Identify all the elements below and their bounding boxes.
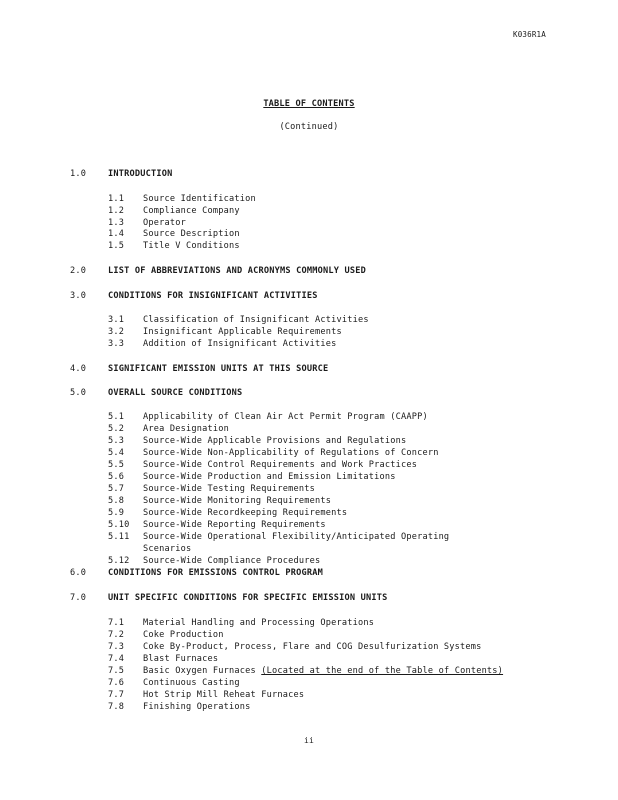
subsection-number: 7.2 xyxy=(108,630,125,640)
toc-entry[interactable]: Applicability of Clean Air Act Permit Program (CAAPP) xyxy=(143,412,428,422)
section-number: 6.0 xyxy=(70,568,87,578)
subsection-number: 7.3 xyxy=(108,642,125,652)
subsection-number: 1.4 xyxy=(108,229,125,239)
toc-entry[interactable]: Source-Wide Operational Flexibility/Anticipated Operating xyxy=(143,532,450,542)
toc-entry[interactable]: Source-Wide Testing Requirements xyxy=(143,484,315,494)
toc-entry[interactable]: Blast Furnaces xyxy=(143,654,219,664)
section-number: 2.0 xyxy=(70,266,87,276)
subsection-number: 5.1 xyxy=(108,412,125,422)
subsection-number: 7.1 xyxy=(108,618,125,628)
section-number: 5.0 xyxy=(70,388,87,398)
toc-entry[interactable]: Source-Wide Applicable Provisions and Regulations xyxy=(143,436,407,446)
subsection-number: 3.3 xyxy=(108,339,125,349)
toc-entry[interactable]: Continuous Casting xyxy=(143,678,240,688)
toc-entry[interactable]: Operator xyxy=(143,218,186,228)
subsection-number: 7.5 xyxy=(108,666,125,676)
toc-entry[interactable]: Area Designation xyxy=(143,424,229,434)
subsection-number: 5.9 xyxy=(108,508,125,518)
toc-entry[interactable]: Source-Wide Non-Applicability of Regulations of Concern xyxy=(143,448,439,458)
section-title: INTRODUCTION xyxy=(108,169,173,179)
subsection-number: 1.2 xyxy=(108,206,125,216)
toc-entry[interactable]: Classification of Insignificant Activities xyxy=(143,315,369,325)
subsection-number: 3.2 xyxy=(108,327,125,337)
toc-entry[interactable]: Title V Conditions xyxy=(143,241,240,251)
toc-entry-label: Basic Oxygen Furnaces xyxy=(143,666,256,676)
section-number: 7.0 xyxy=(70,593,87,603)
toc-entry[interactable]: Source-Wide Monitoring Requirements xyxy=(143,496,332,506)
page-title: TABLE OF CONTENTS xyxy=(263,99,355,109)
subsection-number: 7.8 xyxy=(108,702,125,712)
subsection-number: 5.4 xyxy=(108,448,125,458)
toc-entry[interactable]: Compliance Company xyxy=(143,206,240,216)
subsection-number: 3.1 xyxy=(108,315,125,325)
section-number: 4.0 xyxy=(70,364,87,374)
section-title: SIGNIFICANT EMISSION UNITS AT THIS SOURCE xyxy=(108,364,329,374)
subsection-number: 5.7 xyxy=(108,484,125,494)
toc-entry[interactable]: Source-Wide Reporting Requirements xyxy=(143,520,326,530)
toc-entry[interactable]: Material Handling and Processing Operations xyxy=(143,618,375,628)
section-title: LIST OF ABBREVIATIONS AND ACRONYMS COMMONLY USED xyxy=(108,266,366,276)
toc-entry[interactable]: Coke Production xyxy=(143,630,224,640)
toc-entry[interactable]: Source-Wide Control Requirements and Work Practices xyxy=(143,460,418,470)
subsection-number: 1.1 xyxy=(108,194,125,204)
toc-entry[interactable]: Source Identification xyxy=(143,194,256,204)
section-number: 3.0 xyxy=(70,291,87,301)
subsection-number: 5.12 xyxy=(108,556,130,566)
section-title: CONDITIONS FOR EMISSIONS CONTROL PROGRAM xyxy=(108,568,323,578)
subsection-number: 7.7 xyxy=(108,690,125,700)
toc-entry-location-note: (Located at the end of the Table of Contents) xyxy=(261,666,504,676)
subsection-number: 7.4 xyxy=(108,654,125,664)
toc-entry-continued[interactable]: Scenarios xyxy=(143,544,192,554)
toc-entry[interactable]: Hot Strip Mill Reheat Furnaces xyxy=(143,690,305,700)
subsection-number: 5.6 xyxy=(108,472,125,482)
subsection-number: 5.8 xyxy=(108,496,125,506)
subsection-number: 5.10 xyxy=(108,520,130,530)
section-title: UNIT SPECIFIC CONDITIONS FOR SPECIFIC EMISSION UNITS xyxy=(108,593,388,603)
section-title: CONDITIONS FOR INSIGNIFICANT ACTIVITIES xyxy=(108,291,318,301)
page-number: ii xyxy=(303,736,315,745)
toc-entry[interactable]: Source-Wide Recordkeeping Requirements xyxy=(143,508,348,518)
section-title: OVERALL SOURCE CONDITIONS xyxy=(108,388,243,398)
subsection-number: 5.5 xyxy=(108,460,125,470)
subsection-number: 7.6 xyxy=(108,678,125,688)
subsection-number: 5.3 xyxy=(108,436,125,446)
toc-entry[interactable]: Source Description xyxy=(143,229,240,239)
toc-entry[interactable]: Finishing Operations xyxy=(143,702,251,712)
toc-entry[interactable]: Source-Wide Production and Emission Limitations xyxy=(143,472,396,482)
toc-entry[interactable]: Coke By-Product, Process, Flare and COG Desulfurization Systems xyxy=(143,642,482,652)
subsection-number: 5.2 xyxy=(108,424,125,434)
document-code: K036R1A xyxy=(512,30,546,39)
subsection-number: 1.5 xyxy=(108,241,125,251)
toc-entry[interactable]: Source-Wide Compliance Procedures xyxy=(143,556,321,566)
toc-entry[interactable]: Addition of Insignificant Activities xyxy=(143,339,337,349)
subsection-number: 5.11 xyxy=(108,532,130,542)
toc-entry[interactable]: Insignificant Applicable Requirements xyxy=(143,327,342,337)
toc-entry[interactable] xyxy=(143,666,503,676)
page-subtitle: (Continued) xyxy=(279,122,339,132)
subsection-number: 1.3 xyxy=(108,218,125,228)
section-number: 1.0 xyxy=(70,169,87,179)
